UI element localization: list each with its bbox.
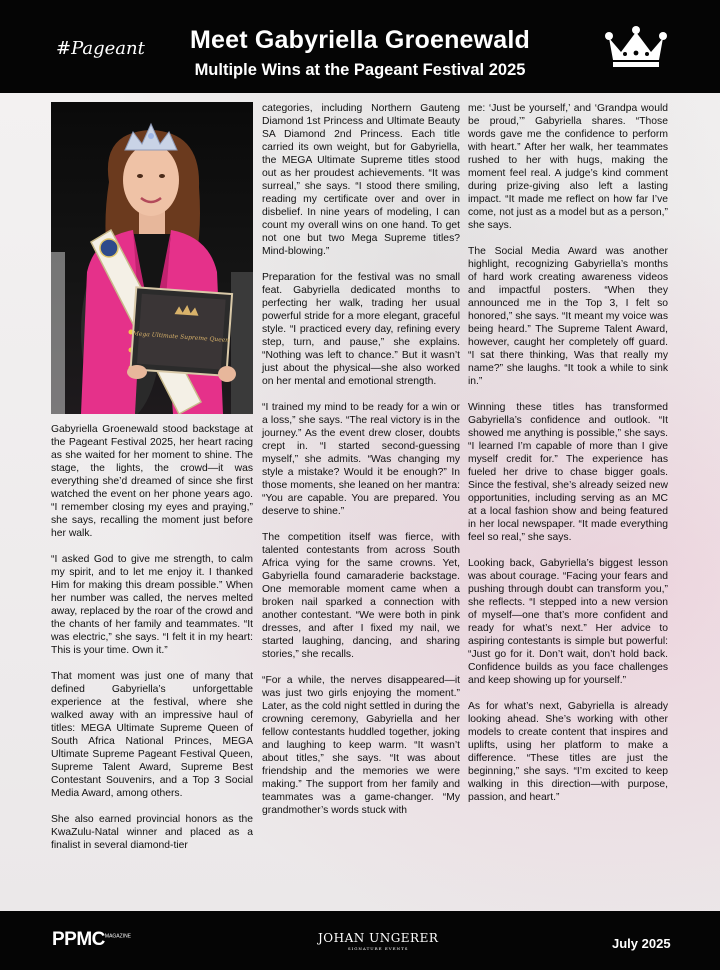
- article-page: [0, 93, 720, 911]
- paragraph: She also earned provincial honors as the KwaZulu-Natal winner and placed as a finalist in several diamond-tier: [51, 814, 253, 851]
- paragraph: “For a while, the nerves disappeared—it was just two girls enjoying the moment.” Later, as the cold night settled in during the crowning ceremony, Gabyriella and her fellow contestants huddled together, joking and laughing to keep warm. “It wasn’t about titles,” she says. “It was about friendship and the memories we were making.” The support from her family and teammates was a game-changer. “My grandmother’s words stuck with: [262, 675, 460, 816]
- johan-ungerer-logo-text: JOHAN UNGERER: [318, 931, 439, 945]
- paragraph: Looking back, Gabyriella’s biggest lesson was about courage. “Facing your fears and pushing through doubt can transform you,” she reflects. “I stepped into a new version of myself—one that’s more confident and ready for what’s next.” Her advice to aspiring contestants is simple but powerful: “Just go for it. Don’t wait, don’t hold back. Confidence builds as you face challenges and keep showing up for yourself.”: [468, 558, 668, 686]
- paragraph: me: ‘Just be yourself,’ and ‘Grandpa would be proud,’” Gabyriella shares. “Those words gave me the confidence to perform with heart.” After her walk, her teammates rushed to her with hugs, making the moment feel real. A judge’s kind comment during prize-giving also left a lasting impact. “It made me reflect on how far I’ve come, not just as a model but as a person,” she says.: [468, 103, 668, 231]
- pageant-tag: #Pageant: [56, 38, 145, 59]
- paragraph: That moment was just one of many that defined Gabyriella’s unforgettable experience at the festival, where she walked away with an impressive haul of titles: MEGA Ultimate Supreme Queen of South Africa National Princes, MEGA Ultimate Supreme Pageant Festival Queen, Supreme Talent Award, Supreme Best Contestant Souvenirs, and a Top 3 Social Media Award, among others.: [51, 671, 253, 799]
- paragraph: The competition itself was fierce, with talented contestants from across South Africa vying for the same crowns. Yet, Gabyriella found camaraderie backstage. One memorable moment came when a broken nail sparked a connection with another contestant. “We were both in pink dresses, and after I fixed my nail, we started laughing, dancing, and sharing stories,” she recalls.: [262, 532, 460, 660]
- paragraph: The Social Media Award was another highlight, recognizing Gabyriella’s months of hard work creating awareness videos and impactful posters. “When they announced me in the Top 3, I felt so honored,” she says. “It meant my voice was being heard.” The Supreme Talent Award, however, caught her completely off guard. “I sat there thinking, Was that really my name?” she laughs. “It took a while to sink in.”: [468, 246, 668, 387]
- certificate-text: Mega Ultimate Supreme Queen: [132, 330, 230, 344]
- paragraph: “I asked God to give me strength, to calm my spirit, and to let me enjoy it. I thanked Him for making this dream possible.” When her number was called, the nerves melted away, replaced by the roar of the crowd and the chants of her family and teammates. “It was electric,” she says. “I felt it in my heart: This is your time. Own it.”: [51, 554, 253, 656]
- contestant-illustration: [51, 102, 253, 414]
- ppmc-logo-text: PPMC: [52, 929, 105, 950]
- johan-ungerer-logo-sub: SIGNATURE EVENTS: [347, 946, 409, 951]
- ppmc-logo: [52, 929, 131, 951]
- ppmc-logo-sub: MAGAZINE: [104, 933, 132, 940]
- magazine-footer: [0, 911, 720, 970]
- paragraph: categories, including Northern Gauteng Diamond 1st Princess and Ultimate Beauty SA Diamond 2nd Princess. Each title carried its own weight, but for Gabyriella, the MEGA Ultimate Supreme titles stood out as her proudest achievements. “It was surreal,” she says. “I stood there smiling, reading my certificate over and over in disbelief. In nine years of modeling, I can count my overall wins on one hand. To get not one but two Mega Supreme titles? Mind-blowing.”: [262, 103, 460, 257]
- crown-icon: [605, 26, 667, 68]
- paragraph: Gabyriella Groenewald stood backstage at the Pageant Festival 2025, her heart racing as she waited for her moment to shine. The stage, the lights, the crowd—it was everything she’d dreamed of since she first watched the event on her phone years ago. “I remember closing my eyes and praying,” she says, recalling the moment just before her walk.: [51, 424, 253, 539]
- issue-date: July 2025: [612, 936, 671, 951]
- contestant-photo: [51, 102, 253, 414]
- paragraph: As for what’s next, Gabyriella is already looking ahead. She’s working with other models to create content that inspires and uplifts, using her platform to make a difference. “These titles are just the beginning,” she says. “I’m excited to keep walking in this direction—with purpose, passion, and heart.”: [468, 701, 668, 803]
- paragraph: Preparation for the festival was no small feat. Gabyriella dedicated months to perfecting her walk, trading her usual powerful stride for a more elegant, graceful style. “I practiced every day, refining every step, turn, and pause,” she explains. “Nothing was left to chance.” But it wasn’t just about the physical—she also worked on her mental and emotional strength.: [262, 272, 460, 387]
- paragraph: Winning these titles has transformed Gabyriella’s confidence and outlook. “It showed me anything is possible,” she says. “I learned I’m capable of more than I give myself credit for.” The experience has fueled her drive to chase bigger goals. Since the festival, she’s already seized new opportunities, including serving as an MC at a local fashion show and being featured in her local newspaper. “It made everything feel so real,” she says.: [468, 402, 668, 543]
- johan-ungerer-logo: [318, 931, 438, 951]
- article-column-2: [262, 102, 460, 830]
- article-title: Meet Gabyriella Groenewald: [189, 26, 531, 54]
- article-subtitle: Multiple Wins at the Pageant Festival 2025: [194, 61, 526, 79]
- paragraph: “I trained my mind to be ready for a win or a loss,” she says. “The real victory is in the journey.” As the event drew closer, doubts crept in. “I started second-guessing myself,” she admits. “Was changing my style a mistake? Would it be enough?” In those moments, she leaned on her mantra: “You are capable. You are prepared. You deserve to shine.”: [262, 402, 460, 517]
- article-column-1: [51, 423, 253, 865]
- magazine-header: [0, 0, 720, 93]
- article-column-3: [468, 102, 668, 817]
